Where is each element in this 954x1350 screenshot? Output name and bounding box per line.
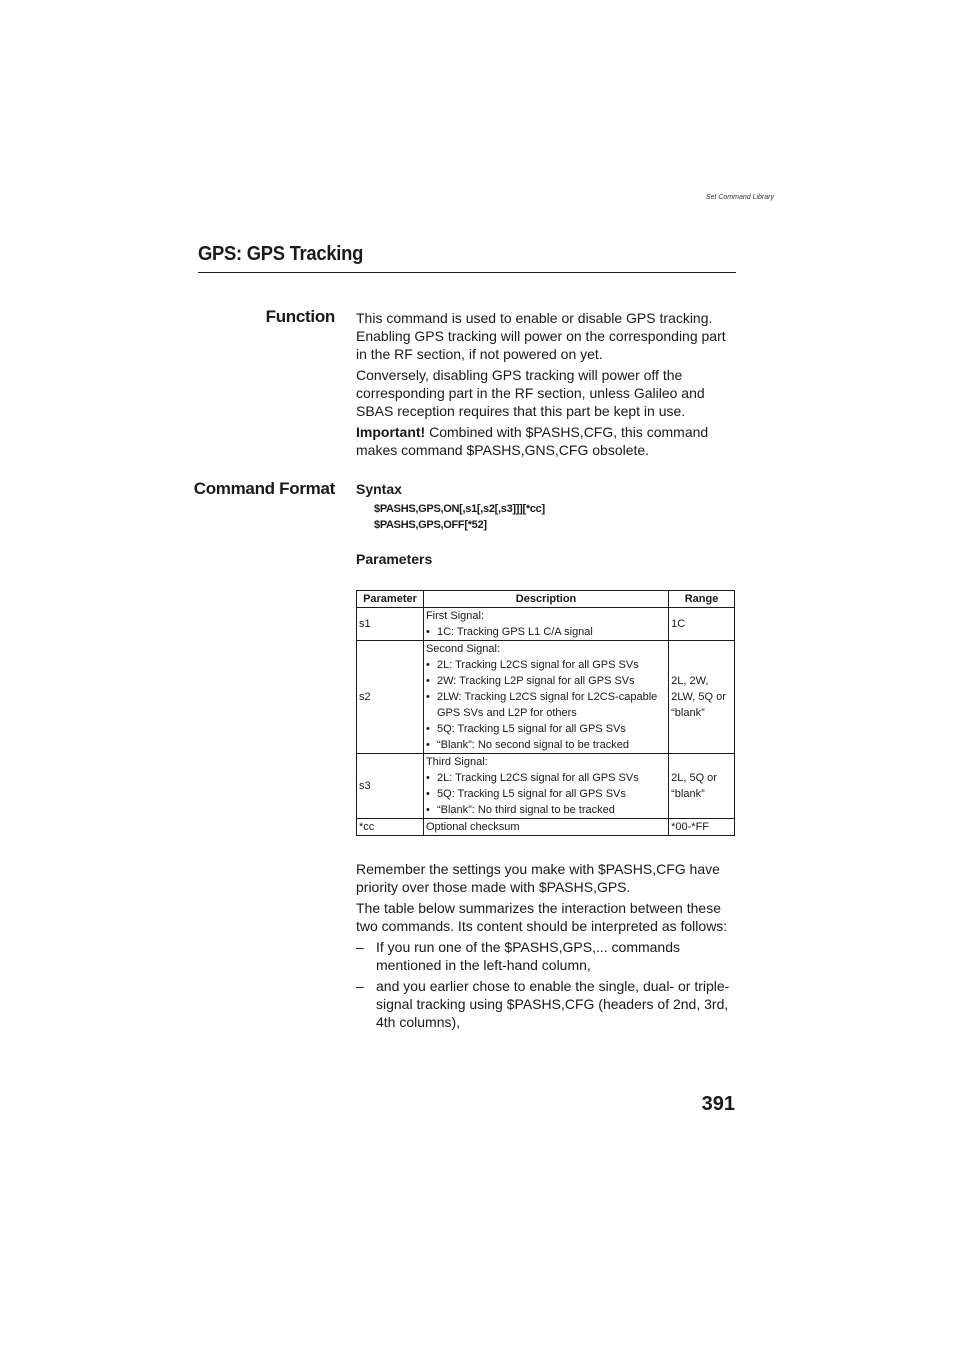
- bullet-item: • 2L: Tracking L2CS signal for all GPS SVs: [426, 657, 666, 673]
- description-cell: [423, 641, 668, 754]
- header-description: Description: [423, 591, 668, 608]
- parameters-table: [356, 590, 735, 836]
- function-para-2: Conversely, disabling GPS tracking will power off the corresponding part in the RF section, unless Galileo and SBAS reception requires that this part be kept in use.: [356, 367, 705, 419]
- after-table-para-2: The table below summarizes the interaction between these two commands. Its content should be interpreted as follows:: [356, 900, 728, 934]
- list-item: – and you earlier chose to enable the single, dual- or triple-signal tracking using $PASHS,CFG (headers of 2nd, 3rd, 4th columns),: [356, 977, 738, 1031]
- function-para-3: [356, 423, 738, 459]
- description-title: Optional checksum: [425, 821, 520, 833]
- param-cell: s2: [357, 641, 424, 754]
- bullet-item: • 2L: Tracking L2CS signal for all GPS SVs: [426, 770, 666, 786]
- after-table-para-1: Remember the settings you make with $PASHS,CFG have priority over those made with $PASHS,GPS.: [356, 861, 720, 895]
- function-body: [356, 309, 738, 459]
- header-range: Range: [669, 591, 735, 608]
- description-title: Third Signal:: [425, 756, 488, 768]
- title-rule: [198, 272, 736, 273]
- range-cell: 1C: [669, 608, 735, 641]
- syntax-line-off: $PASHS,GPS,OFF[*52]: [374, 519, 487, 531]
- param-cell: s1: [357, 608, 424, 641]
- bullet-item: • 5Q: Tracking L5 signal for all GPS SVs: [426, 786, 666, 802]
- description-cell: [423, 754, 668, 819]
- function-para-1: This command is used to enable or disable GPS tracking. Enabling GPS tracking will power on the corresponding part in the RF section, if not powered on yet.: [356, 310, 726, 362]
- bullet-item: • 2LW: Tracking L2CS signal for L2CS-capable GPS SVs and L2P for others: [426, 689, 666, 721]
- important-label: Important!: [356, 424, 426, 440]
- description-cell: [423, 819, 668, 836]
- table-row: [357, 819, 735, 836]
- table-row: [357, 754, 735, 819]
- parameters-heading: Parameters: [356, 551, 433, 567]
- param-cell: *cc: [357, 819, 424, 836]
- bullet-item: • “Blank”: No second signal to be tracked: [426, 737, 666, 753]
- table-row: [357, 608, 735, 641]
- range-cell: *00-*FF: [669, 819, 735, 836]
- range-cell: 2L, 5Q or “blank”: [669, 754, 735, 819]
- command-format-heading: Command Format: [193, 479, 335, 498]
- table-row: [357, 641, 735, 754]
- description-cell: [423, 608, 668, 641]
- running-head: Set Command Library: [705, 194, 774, 201]
- table-header-row: [357, 591, 735, 608]
- range-cell: 2L, 2W, 2LW, 5Q or “blank”: [669, 641, 735, 754]
- syntax-heading: Syntax: [356, 481, 402, 497]
- description-title: First Signal:: [425, 610, 485, 622]
- bullet-item: • “Blank”: No third signal to be tracked: [426, 802, 666, 818]
- function-heading: Function: [265, 307, 335, 326]
- syntax-line-on: $PASHS,GPS,ON[,s1[,s2[,s3]]][*cc]: [374, 503, 545, 515]
- page-title: GPS: GPS Tracking: [198, 243, 364, 265]
- description-title: Second Signal:: [425, 643, 500, 655]
- interpretation-list: [356, 938, 738, 1031]
- bullet-item: • 1C: Tracking GPS L1 C/A signal: [426, 624, 666, 640]
- list-item: – If you run one of the $PASHS,GPS,... commands mentioned in the left-hand column,: [356, 938, 738, 974]
- bullet-item: • 5Q: Tracking L5 signal for all GPS SVs: [426, 721, 666, 737]
- important-text: Combined with $PASHS,CFG, this command makes command $PASHS,GNS,CFG obsolete.: [356, 424, 709, 458]
- after-table-body: [356, 860, 738, 1031]
- param-cell: s3: [357, 754, 424, 819]
- bullet-list: [426, 770, 666, 818]
- bullet-list: [426, 657, 666, 753]
- page-number: 391: [701, 1093, 735, 1115]
- bullet-list: [426, 624, 666, 640]
- header-parameter: Parameter: [357, 591, 424, 608]
- bullet-item: • 2W: Tracking L2P signal for all GPS SVs: [426, 673, 666, 689]
